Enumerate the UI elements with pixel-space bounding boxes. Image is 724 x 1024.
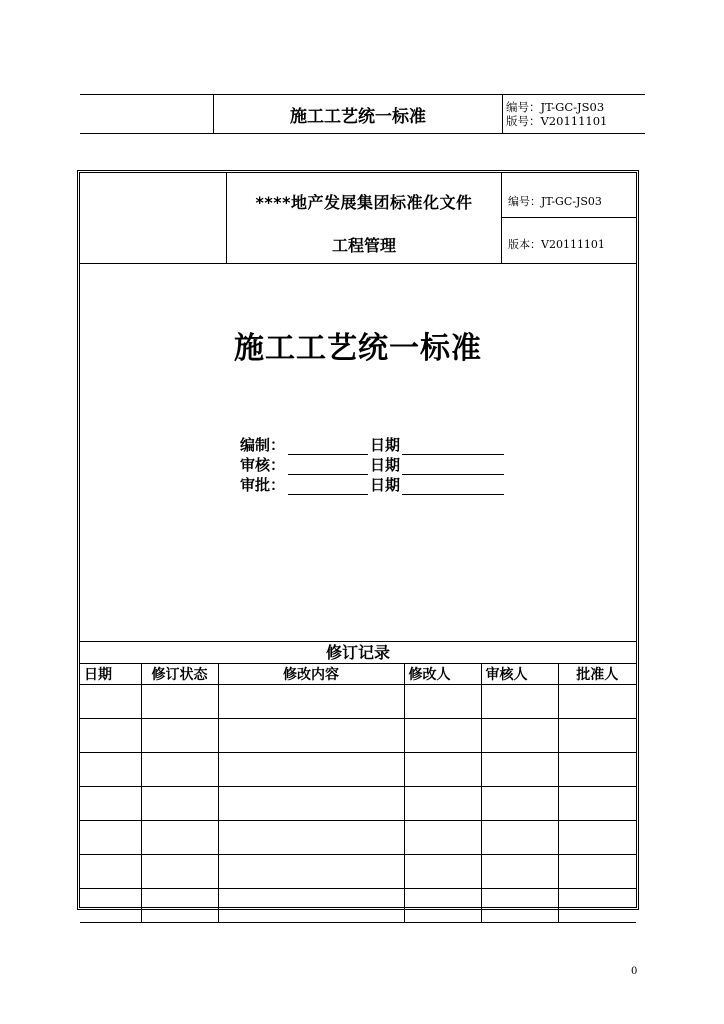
table-row [80,787,636,821]
table-cell [481,821,558,855]
table-cell [558,821,636,855]
table-cell [481,855,558,889]
col-approver: 批准人 [558,664,636,685]
header-meta [506,100,607,128]
col-date: 日期 [80,664,141,685]
col-status: 修订状态 [141,664,218,685]
main-title: 施工工艺统一标准 [234,331,482,366]
doc-version: 版本：V20111101 [508,238,605,251]
table-cell [218,821,404,855]
table-row [80,821,636,855]
table-cell [404,787,481,821]
table-cell [141,719,218,753]
table-cell [481,719,558,753]
signoff-approve-row [240,475,504,495]
logo-cell [80,173,227,263]
doc-identity-cell [227,173,502,263]
table-cell [558,719,636,753]
approve-date-line [402,480,504,495]
cover-frame [77,170,639,910]
table-cell [80,753,141,787]
col-modifier: 修改人 [404,664,481,685]
review-name-line [288,460,368,475]
table-cell [558,855,636,889]
running-header [80,94,645,134]
date-label: 日期 [370,476,401,494]
table-cell [80,889,141,923]
header-title: 施工工艺统一标准 [214,95,503,133]
table-cell [404,719,481,753]
table-cell [558,685,636,719]
table-cell [141,685,218,719]
table-row [80,753,636,787]
table-cell [481,753,558,787]
table-cell [218,855,404,889]
table-cell [404,889,481,923]
table-row [80,889,636,923]
revision-record-title: 修订记录 [80,641,636,664]
revision-table [80,663,636,923]
table-cell [481,685,558,719]
table-row [80,685,636,719]
table-cell [141,753,218,787]
review-date-line [402,460,504,475]
table-cell [218,753,404,787]
col-content: 修改内容 [218,664,404,685]
department-label: 工程管理 [331,236,396,255]
table-cell [218,685,404,719]
signoff-review-row [240,455,504,475]
date-label: 日期 [370,436,401,454]
table-cell [404,821,481,855]
table-cell [481,787,558,821]
company-doc-label: ****地产发展集团标准化文件 [255,193,473,212]
doc-code: 编号：JT-GC-JS03 [508,195,602,208]
table-cell [80,719,141,753]
date-label: 日期 [370,456,401,474]
table-cell [80,855,141,889]
table-cell [141,787,218,821]
doc-meta-cell [502,173,636,263]
approve-label: 审批： [240,476,286,494]
table-row [80,855,636,889]
compile-name-line [288,440,368,455]
table-row [80,719,636,753]
revision-rows [80,685,636,923]
table-cell [558,889,636,923]
header-version: 版号：V20111101 [506,114,608,128]
col-reviewer: 审核人 [481,664,558,685]
approve-name-line [288,480,368,495]
meta-divider [502,217,636,218]
table-cell [404,753,481,787]
table-cell [218,889,404,923]
page-number: 0 [631,966,638,977]
header-code: 编号：JT-GC-JS03 [506,100,605,114]
signoff-block [240,435,504,495]
compile-label: 编制： [240,436,286,454]
cover-header-box [80,173,636,264]
table-cell [141,889,218,923]
table-cell [141,855,218,889]
review-label: 审核： [240,456,286,474]
table-cell [558,753,636,787]
signoff-compile-row [240,435,504,455]
compile-date-line [402,440,504,455]
table-cell [218,787,404,821]
revision-header-row [80,664,636,685]
table-cell [218,719,404,753]
table-cell [80,685,141,719]
table-cell [80,787,141,821]
table-cell [404,855,481,889]
table-cell [80,821,141,855]
table-cell [404,685,481,719]
table-cell [141,821,218,855]
table-cell [558,787,636,821]
header-blank-cell [80,95,214,133]
table-cell [481,889,558,923]
